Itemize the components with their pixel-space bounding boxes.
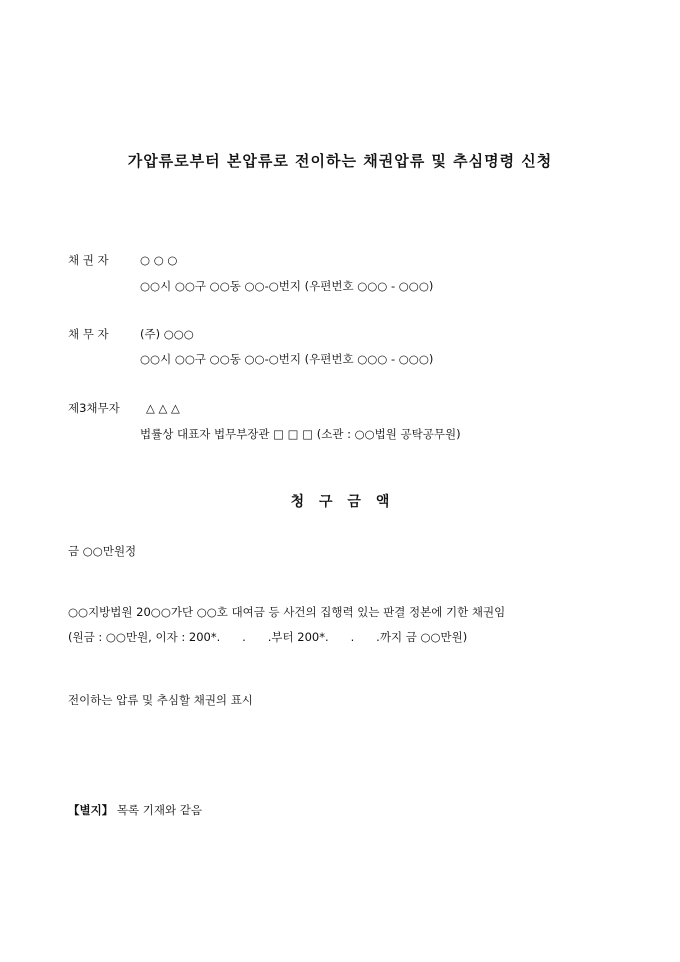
debtor-line xyxy=(68,326,194,342)
claim-amount: 금 ○○만원정 xyxy=(68,544,137,558)
attachment-text: 목록 기재와 같음 xyxy=(116,803,202,817)
debtor-name: (주) ○○○ xyxy=(140,327,194,341)
third-debtor-name: △ △ △ xyxy=(146,401,180,415)
attachment-bracket: 【별지】 xyxy=(68,803,114,817)
creditor-name: ○ ○ ○ xyxy=(140,253,178,267)
creditor-address: ○○시 ○○구 ○○동 ○○-○번지 (우편번호 ○○○ - ○○○) xyxy=(140,279,434,293)
claim-basis-line-1: ○○지방법원 20○○가단 ○○호 대여금 등 사건의 집행력 있는 판결 정본에 기한 채권임 xyxy=(68,605,506,619)
third-debtor-line xyxy=(68,400,180,416)
creditor-label: 채 권 자 xyxy=(68,253,109,267)
third-debtor-detail: 법률상 대표자 법무부장관 □ □ □ (소관 : ○○법원 공탁공무원) xyxy=(140,427,461,441)
claim-section-title: 청 구 금 액 xyxy=(290,494,390,510)
debtor-label: 채 무 자 xyxy=(68,327,109,341)
debtor-address: ○○시 ○○구 ○○동 ○○-○번지 (우편번호 ○○○ - ○○○) xyxy=(140,352,434,366)
attachment-line xyxy=(68,802,202,818)
transfer-note: 전이하는 압류 및 추심할 채권의 표시 xyxy=(68,693,253,707)
third-debtor-label: 제3채무자 xyxy=(68,401,120,415)
claim-basis-line-2: (원금 : ○○만원, 이자 : 200*. . .부터 200*. . .까지 금 ○○만원) xyxy=(68,630,468,644)
creditor-line xyxy=(68,252,177,268)
document-title: 가압류로부터 본압류로 전이하는 채권압류 및 추심명령 신청 xyxy=(127,152,553,170)
